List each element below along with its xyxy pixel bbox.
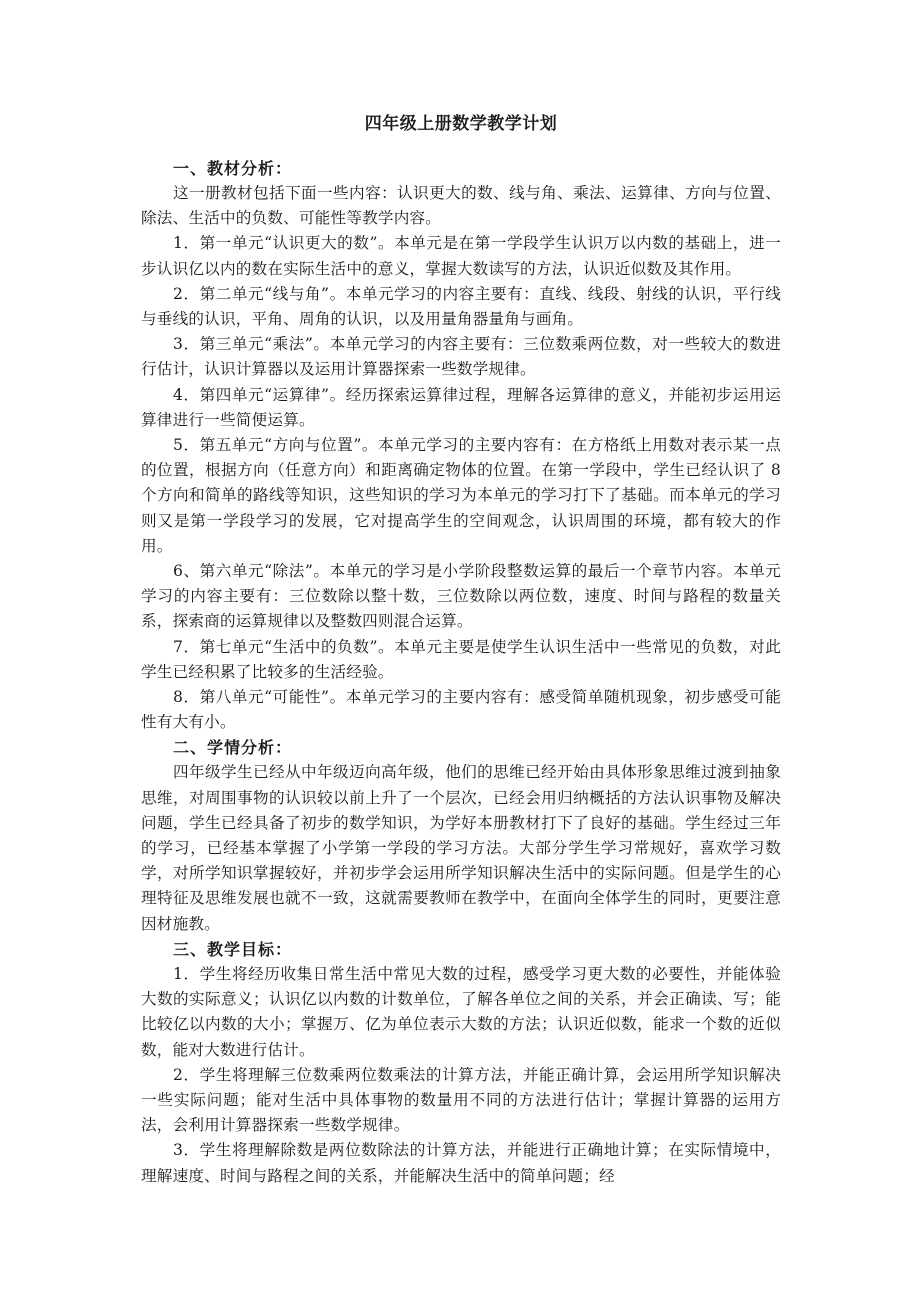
- document-page: [141, 110, 781, 1189]
- paragraph: 4．第四单元“运算律”。经历探索运算律过程，理解各运算律的意义，并能初步运用运算律进行一些简便运算。: [141, 385, 781, 429]
- section-heading: 二、学情分析：: [173, 738, 293, 758]
- paragraph: 7．第七单元“生活中的负数”。本单元主要是使学生认识生活中一些常见的负数，对此学生已经积累了比较多的生活经验。: [141, 637, 781, 681]
- document-title: 四年级上册数学教学计划: [364, 114, 558, 134]
- section-textbook-analysis: [141, 156, 781, 735]
- paragraph: 1．第一单元“认识更大的数”。本单元是在第一学段学生认识万以内数的基础上，进一步认识亿以内的数在实际生活中的意义，掌握大数读写的方法，认识近似数及其作用。: [141, 234, 781, 278]
- paragraph: 8．第八单元“可能性”。本单元学习的主要内容有：感受简单随机现象，初步感受可能性有大有小。: [141, 688, 781, 732]
- paragraph: 1．学生将经历收集日常生活中常见大数的过程，感受学习更大数的必要性，并能体验大数的实际意义；认识亿以内数的计数单位，了解各单位之间的关系，并会正确读、写；能比较亿以内数的大小；掌握万、亿为单位表示大数的方法；认识近似数，能求一个数的近似数，能对大数进行估计。: [141, 964, 781, 1059]
- section-heading: 三、教学目标：: [173, 939, 293, 959]
- paragraph: 2．第二单元“线与角”。本单元学习的内容主要有：直线、线段、射线的认识，平行线与垂线的认识，平角、周角的认识，以及用量角器量角与画角。: [141, 284, 781, 329]
- paragraph: 2．学生将理解三位数乘两位数乘法的计算方法，并能正确计算，会运用所学知识解决一些实际问题；能对生活中具体事物的数量用不同的方法进行估计；掌握计算器的运用方法，会利用计算器探索一些数学规律。: [141, 1065, 781, 1135]
- paragraph: 3．学生将理解除数是两位数除法的计算方法，并能进行正确地计算；在实际情境中，理解速度、时间与路程之间的关系，并能解决生活中的简单问题；经: [141, 1141, 781, 1185]
- section-heading: 一、教材分析：: [173, 159, 293, 178]
- section-teaching-goals: [141, 937, 781, 1189]
- section-student-analysis: [141, 735, 781, 936]
- paragraph: 这一册教材包括下面一些内容：认识更大的数、线与角、乘法、运算律、方向与位置、除法、生活中的负数、可能性等教学内容。: [141, 184, 781, 228]
- paragraph: 3．第三单元“乘法”。本单元学习的内容主要有：三位数乘两位数，对一些较大的数进行估计，认识计算器以及运用计算器探索一些数学规律。: [141, 335, 781, 379]
- paragraph: 5．第五单元“方向与位置”。本单元学习的主要内容有：在方格纸上用数对表示某一点的位置，根据方向（任意方向）和距离确定物体的位置。在第一学段中，学生已经认识了 8 个方向和简单的路线等知识，这些知识的学习为本单元的学习打下了基础。而本单元的学习则又是第一学段学习的发展，它对提高学生的空间观念，认识周围的环境，都有较大的作用。: [141, 436, 781, 555]
- paragraph: 四年级学生已经从中年级迈向高年级，他们的思维已经开始由具体形象思维过渡到抽象思维，对周围事物的认识较以前上升了一个层次，已经会用归纳概括的方法认识事物及解决问题，学生已经具备了初步的数学知识，为学好本册教材打下了良好的基础。学生经过三年的学习，已经基本掌握了小学第一学段的学习方法。大部分学生学习常规好，喜欢学习数学，对所学知识掌握较好，并初步学会运用所学知识解决生活中的实际问题。但是学生的心理特征及思维发展也就不一致，这就需要教师在教学中，在面向全体学生的同时，更要注意因材施教。: [141, 763, 781, 933]
- paragraph: 6、第六单元“除法”。本单元的学习是小学阶段整数运算的最后一个章节内容。本单元学习的内容主要有：三位数除以整十数，三位数除以两位数，速度、时间与路程的数量关系，探索商的运算规律以及整数四则混合运算。: [141, 562, 781, 631]
